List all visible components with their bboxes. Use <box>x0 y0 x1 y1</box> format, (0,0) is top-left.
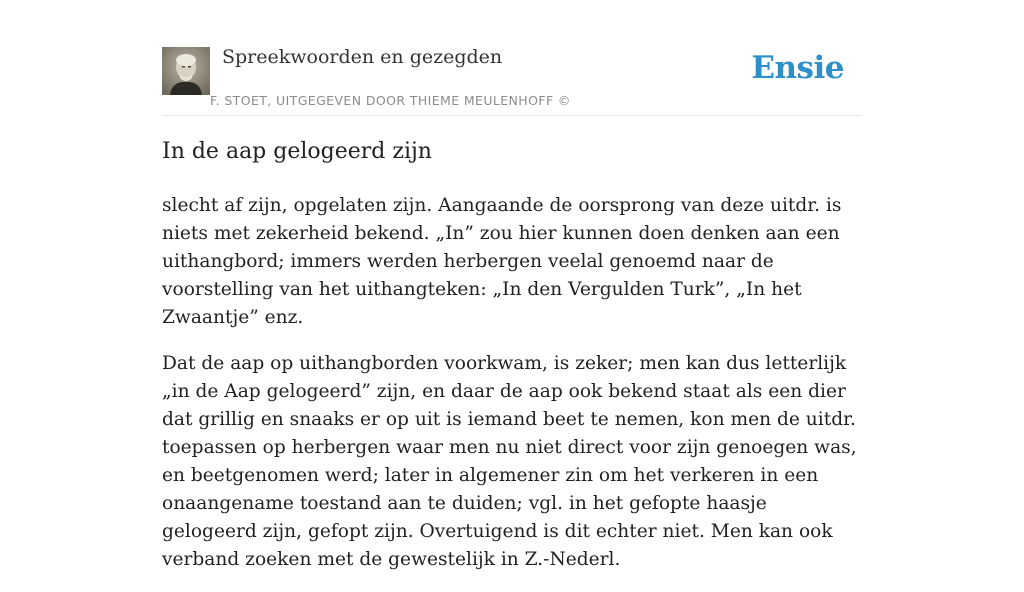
entry-paragraph: Dat de aap op uithangborden voorkwam, is zeker; men kan dus letterlijk „in de Aap gelogeerd” zijn, en daar de aap ook bekend staat als een dier dat grillig en snaaks er op uit is iemand beet te nemen, kon men de uitdr. toepassen op herbergen waar men nu niet direct voor zijn genoegen was, en beetgenomen werd; later in algemener zin om het verkeren in een onaangename toestand aan te duiden; vgl. in het gefopte haasje gelogeerd zijn, gefopt zijn. Overtuigend is dit echter niet. Men kan ook verband zoeken met de gewestelijk in Z.-Nederl. <box>162 353 857 570</box>
portrait-image <box>162 47 210 95</box>
author-portrait <box>162 47 210 95</box>
entry-body <box>162 192 862 592</box>
entry-paragraph: slecht af zijn, opgelaten zijn. Aangaande de oorsprong van deze uitdr. is niets met zekerheid bekend. „In” zou hier kunnen doen denken aan een uithangbord; immers werden herbergen veelal genoemd naar de voorstelling van het uithangteken: „In den Vergulden Turk”, „In het Zwaantje” enz. <box>162 195 842 328</box>
brand-logo[interactable]: Ensie <box>751 50 844 86</box>
source-credit: F. STOET, UITGEGEVEN DOOR THIEME MEULENHOFF © <box>210 93 571 108</box>
source-title[interactable]: Spreekwoorden en gezegden <box>222 46 503 68</box>
entry-headword: In de aap gelogeerd zijn <box>162 139 432 164</box>
source-header <box>162 40 862 116</box>
